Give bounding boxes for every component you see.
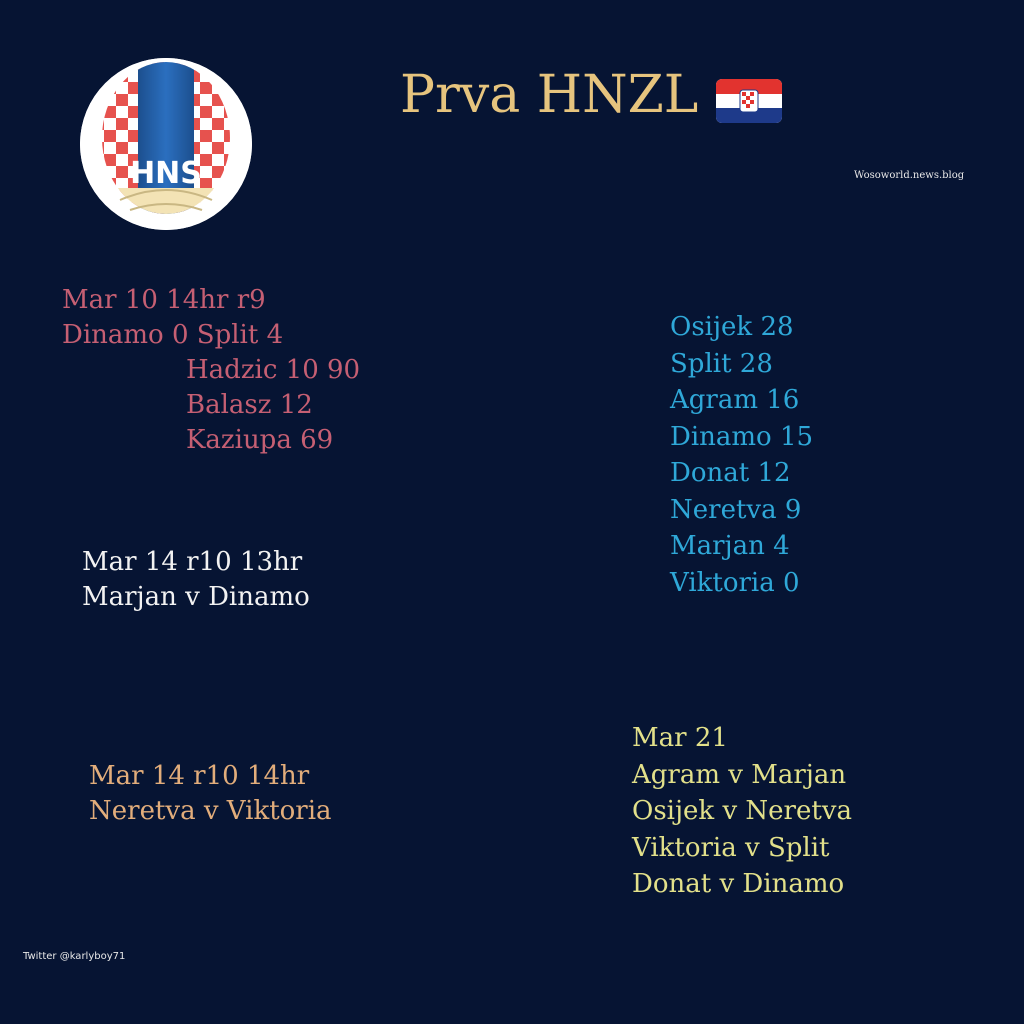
- results-heading: Mar 10 14hr r9: [62, 285, 266, 315]
- fixture-match: Viktoria v Split: [632, 832, 830, 863]
- fixture-match: Marjan v Dinamo: [82, 582, 310, 612]
- hns-ball-icon: [80, 58, 252, 230]
- fixture-match: Osijek v Neretva: [632, 796, 852, 826]
- results-block: [62, 283, 360, 458]
- fixture-match: Agram v Marjan: [632, 759, 847, 790]
- standings-row: Split 28: [670, 348, 773, 379]
- fixture-match: Donat v Dinamo: [632, 869, 845, 899]
- standings-row: Dinamo 15: [670, 421, 814, 452]
- fixture-heading: Mar 21: [632, 723, 728, 753]
- fixture-block-2: [89, 759, 332, 829]
- fixture-heading: Mar 14 r10 14hr: [89, 761, 310, 791]
- standings-row: Viktoria 0: [670, 567, 800, 598]
- standings-row: Agram 16: [670, 385, 800, 415]
- croatia-flag-icon: [716, 73, 782, 117]
- hns-logo: [80, 58, 252, 230]
- standings-table: [670, 309, 813, 601]
- standings-row: Osijek 28: [670, 312, 794, 342]
- logo-text: HNS: [130, 156, 202, 191]
- standings-row: Donat 12: [670, 458, 791, 488]
- fixture-block-1: [82, 545, 310, 615]
- standings-row: Neretva 9: [670, 494, 802, 525]
- title-text: Prva HNZL: [400, 65, 699, 125]
- standings-row: Marjan 4: [670, 531, 790, 561]
- scorer-line: Balasz 12: [186, 390, 313, 420]
- site-credit: Wosoworld.news.blog: [854, 170, 965, 181]
- fixture-match: Neretva v Viktoria: [89, 796, 332, 826]
- fixture-heading: Mar 14 r10 13hr: [82, 547, 303, 577]
- scorer-line: Kaziupa 69: [186, 425, 334, 455]
- fixture-block-3: [632, 720, 852, 903]
- page-title: [400, 62, 782, 128]
- results-match: Dinamo 0 Split 4: [62, 320, 284, 350]
- scorer-line: Hadzic 10 90: [186, 355, 361, 385]
- twitter-credit: Twitter @karlyboy71: [23, 951, 126, 962]
